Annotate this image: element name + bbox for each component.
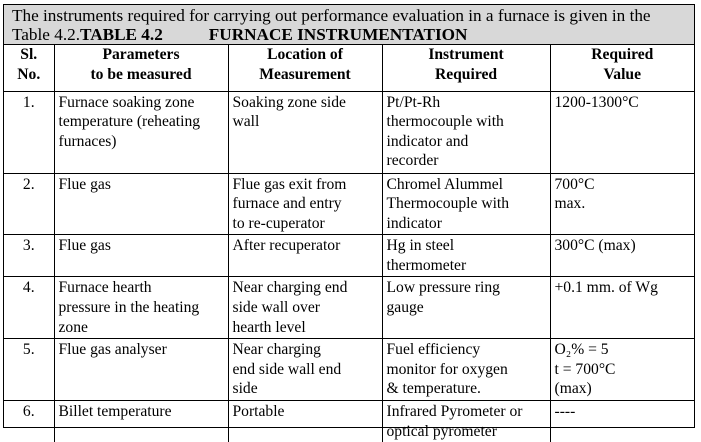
- table-row: [4, 339, 694, 401]
- row-instrument: Chromel Alummel Thermocouple with indicator: [382, 173, 550, 235]
- table-row: [4, 91, 694, 173]
- header-instrument: Instrument Required: [382, 45, 550, 91]
- header-parameters: Parameters to be measured: [54, 45, 228, 91]
- header-row: [4, 45, 694, 91]
- row-location: Near charging end side wall over hearth level: [228, 277, 382, 339]
- row-location: Near charging end side wall end side: [228, 339, 382, 401]
- row-sl: 5.: [4, 339, 54, 401]
- row-instrument: Pt/Pt-Rh thermocouple with indicator and recorder: [382, 91, 550, 173]
- document-frame: [3, 4, 695, 440]
- row-location: Portable: [228, 401, 382, 442]
- row-value: 300°C (max): [550, 235, 694, 277]
- furnace-instrumentation-table: [4, 45, 694, 442]
- header-value: Required Value: [550, 45, 694, 91]
- row-value: 1200-1300°C: [550, 91, 694, 173]
- row-value: +0.1 mm. of Wg: [550, 277, 694, 339]
- row-parameter: Billet temperature: [54, 401, 228, 442]
- row-sl: 3.: [4, 235, 54, 277]
- row-parameter: Furnace hearth pressure in the heating zone: [54, 277, 228, 339]
- header-sl: Sl. No.: [4, 45, 54, 91]
- row-sl: 1.: [4, 91, 54, 173]
- row-parameter: Flue gas: [54, 235, 228, 277]
- table-row: [4, 277, 694, 339]
- row-value: 700°C max.: [550, 173, 694, 235]
- row-sl: 2.: [4, 173, 54, 235]
- table-label: TABLE 4.2: [80, 25, 163, 44]
- row-value: ----: [550, 401, 694, 442]
- row-location: Soaking zone side wall: [228, 91, 382, 173]
- table-caption: [4, 5, 694, 45]
- row-instrument: Hg in steel thermometer: [382, 235, 550, 277]
- row-parameter: Flue gas: [54, 173, 228, 235]
- row-location: Flue gas exit from furnace and entry to re-cuperator: [228, 173, 382, 235]
- table-row: [4, 401, 694, 442]
- row-sl: 6.: [4, 401, 54, 442]
- row-parameter: Furnace soaking zone temperature (reheating furnaces): [54, 91, 228, 173]
- table-title: FURNACE INSTRUMENTATION: [208, 25, 468, 44]
- header-location: Location of Measurement: [228, 45, 382, 91]
- row-location: After recuperator: [228, 235, 382, 277]
- caption-intro: The instruments required for carrying out performance evaluation in a furnace is given in the Table 4.2.: [12, 6, 651, 44]
- row-value: O₂% = 5 t = 700°C (max): [550, 339, 694, 401]
- row-instrument: Low pressure ring gauge: [382, 277, 550, 339]
- table-row: [4, 173, 694, 235]
- row-parameter: Flue gas analyser: [54, 339, 228, 401]
- row-instrument: Fuel efficiency monitor for oxygen & temperature.: [382, 339, 550, 401]
- row-instrument: Infrared Pyrometer or optical pyrometer: [382, 401, 550, 442]
- table-row: [4, 235, 694, 277]
- row-sl: 4.: [4, 277, 54, 339]
